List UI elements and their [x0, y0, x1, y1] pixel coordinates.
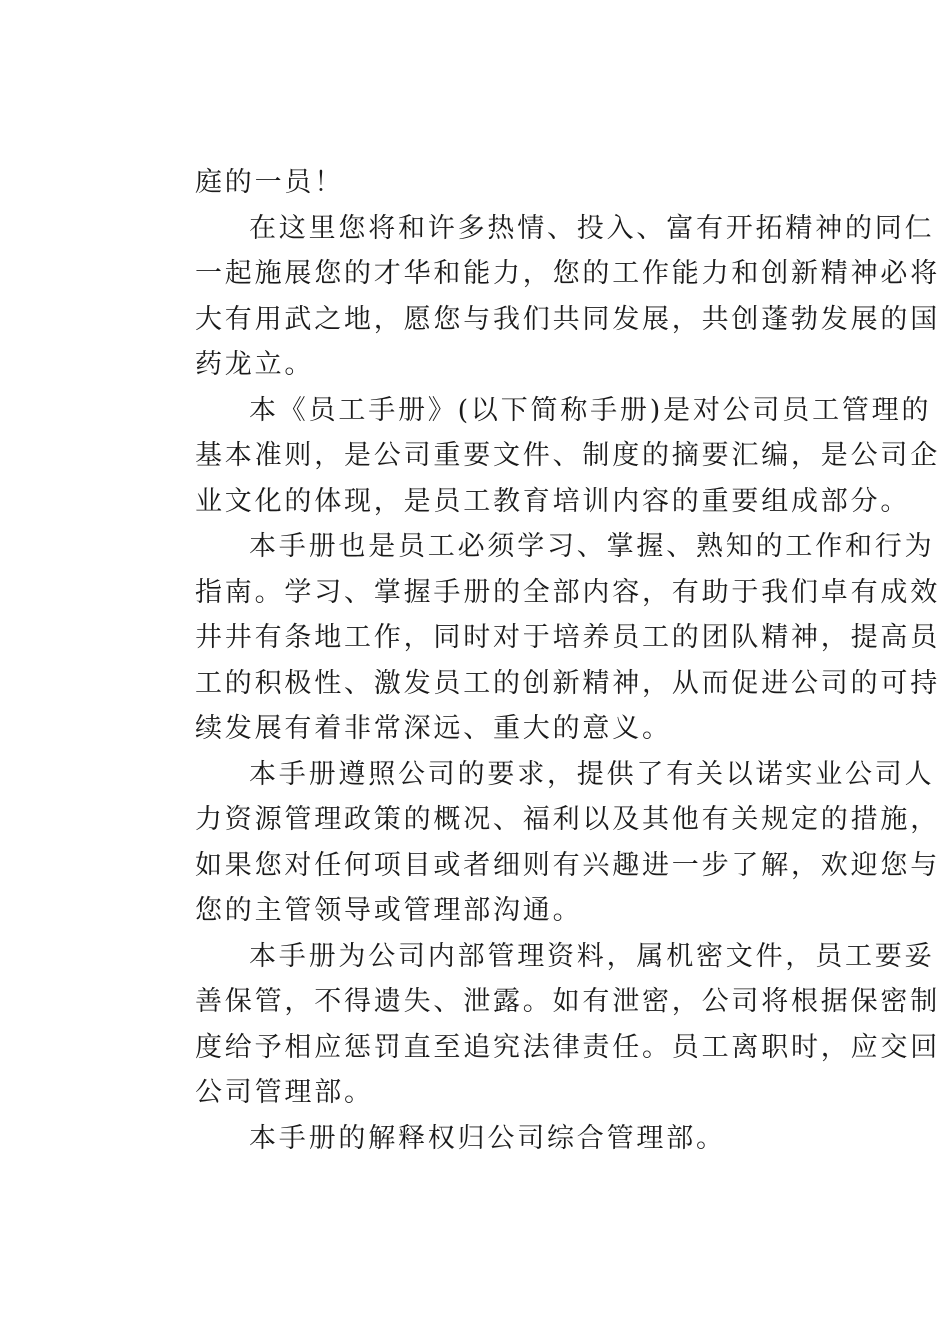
text-line: 庭的一员！: [195, 167, 344, 198]
text-line: 本手册为公司内部管理资料，属机密文件，员工要妥: [249, 940, 935, 972]
text-line: 井井有条地工作，同时对于培养员工的团队精神，提高员: [195, 622, 940, 653]
text-line: 工的积极性、激发员工的创新精神，从而促进公司的可持: [195, 667, 940, 699]
text-line: 指南。学习、掌握手册的全部内容，有助于我们卓有成效: [195, 576, 940, 608]
text-line: 药龙立。: [195, 349, 315, 380]
text-line: 本手册的解释权归公司综合管理部。: [249, 1122, 726, 1154]
text-line: 本《员工手册》(以下简称手册)是对公司员工管理的: [249, 394, 932, 426]
text-line: 如果您对任何项目或者细则有兴趣进一步了解，欢迎您与: [195, 849, 940, 881]
text-line: 大有用武之地，愿您与我们共同发展，共创蓬勃发展的国: [195, 303, 940, 335]
text-line: 善保管，不得遗失、泄露。如有泄密，公司将根据保密制: [195, 986, 940, 1017]
text-line: 在这里您将和许多热情、投入、富有开拓精神的同仁: [249, 212, 935, 244]
text-line: 公司管理部。: [195, 1077, 374, 1108]
text-line: 一起施展您的才华和能力，您的工作能力和创新精神必将: [195, 258, 940, 289]
text-line: 续发展有着非常深远、重大的意义。: [195, 713, 672, 744]
text-line: 本手册也是员工必须学习、掌握、熟知的工作和行为: [249, 531, 935, 562]
text-line: 您的主管领导或管理部沟通。: [195, 895, 583, 926]
body-text: [195, 160, 940, 1161]
text-line: 基本准则，是公司重要文件、制度的摘要汇编，是公司企: [195, 440, 940, 471]
text-line: 业文化的体现，是员工教育培训内容的重要组成部分。: [195, 485, 911, 517]
text-line: 度给予相应惩罚直至追究法律责任。员工离职时，应交回: [195, 1031, 940, 1063]
text-line: 本手册遵照公司的要求，提供了有关以诺实业公司人: [249, 758, 935, 790]
text-line: 力资源管理政策的概况、福利以及其他有关规定的措施，: [195, 804, 940, 835]
